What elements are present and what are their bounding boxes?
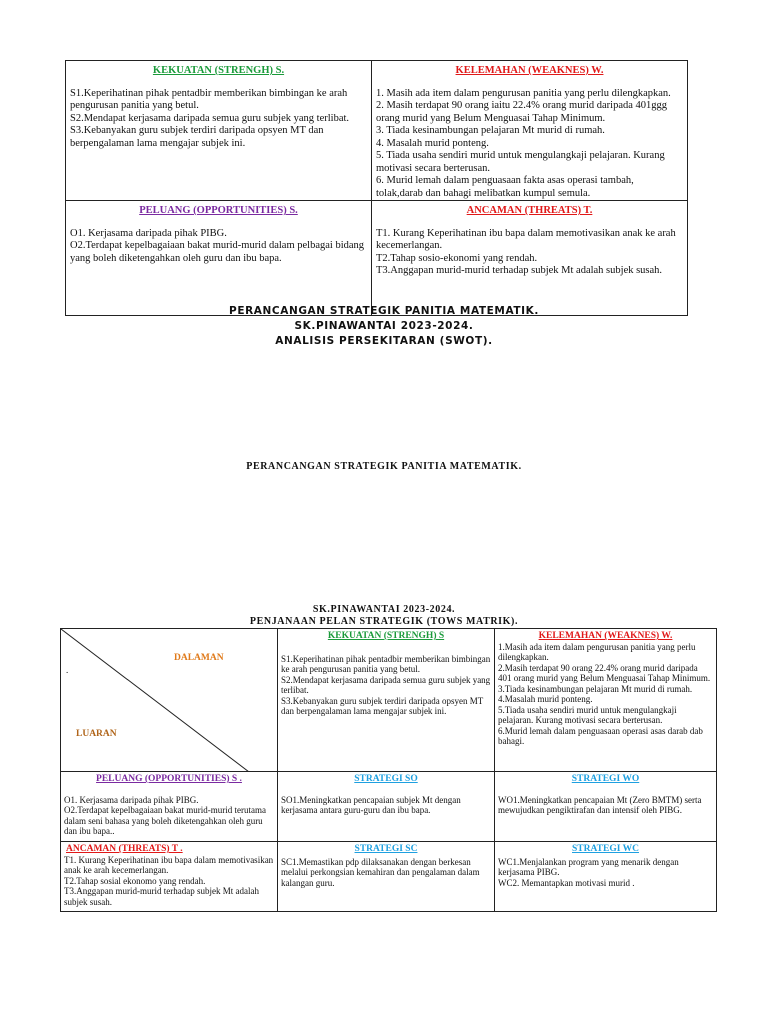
- tows-strength-item: S1.Keperihatinan pihak pentadbir memberikan bimbingan ke arah pengurusan panitia yang betul.: [281, 653, 491, 674]
- swot-threat-item: T2.Tahap sosio-ekonomi yang rendah.: [376, 252, 538, 264]
- luaran-label: LUARAN: [76, 729, 117, 739]
- page-title: PERANCANGAN STRATEGIK PANITIA MATEMATIK.: [229, 305, 539, 317]
- strategy-wc-heading: STRATEGI WC: [572, 844, 639, 854]
- tows-weakness-item: 4.Masalah murid ponteng.: [498, 694, 593, 704]
- tows-corner-cell: [61, 629, 278, 772]
- tows-title-block: [0, 604, 768, 628]
- tows-table: [60, 628, 717, 912]
- strategy-wo-item: WO1.Meningkatkan pencapaian Mt (Zero BMTM) serta mewujudkan pengiktirafan dan intensif oleh PIBG.: [498, 794, 702, 815]
- strategy-wo-heading: STRATEGI WO: [571, 774, 640, 784]
- swot-weakness-item: 2. Masih terdapat 90 orang iaitu 22.4% orang murid daripada 401ggg orang murid yang Belum Menguasai Tahap Minimum.: [376, 100, 668, 124]
- tows-weakness-item: 5.Tiada usaha sendiri murid untuk mengulangkaji pelajaran. Kurang motivasi secara berterusan.: [498, 704, 677, 725]
- swot-weakness-item: 4. Masalah murid ponteng.: [376, 137, 489, 149]
- swot-threat-cell: [372, 201, 688, 316]
- swot-opportunity-heading: PELUANG (OPPORTUNITIES) S.: [139, 205, 298, 216]
- tows-opportunity-cell: [61, 772, 278, 842]
- tows-weakness-item: 3.Tiada kesinambungan pelajaran Mt murid di rumah.: [498, 683, 693, 694]
- school-year-title: SK.PINAWANTAI 2023-2024.: [294, 320, 474, 332]
- diagonal-divider: [61, 629, 278, 772]
- tows-wc-cell: [495, 842, 717, 912]
- tows-strength-item: S2.Mendapat kerjasama daripada semua guru subjek yang terlibat.: [281, 674, 491, 695]
- swot-weakness-item: 3. Tiada kesinambungan pelajaran Mt murid di rumah.: [376, 125, 605, 136]
- tows-opportunity-item: O2.Terdapat kepelbagaiaan bakat murid-murid terutama dalam seni bahasa yang boleh diketengahkan oleh guru dan ibu bapa..: [64, 805, 267, 836]
- swot-threat-heading: ANCAMAN (THREATS) T.: [466, 205, 593, 216]
- tows-weakness-item: 6.Murid lemah dalam penguasaan operasi asas darab dab bahagi.: [498, 725, 703, 746]
- tows-school-year-title: SK.PINAWANTAI 2023-2024.: [312, 604, 456, 615]
- dalaman-label: DALAMAN: [174, 653, 224, 663]
- swot-weakness-item: 1. Masih ada item dalam pengurusan panitia yang perlu dilengkapkan.: [376, 87, 671, 99]
- tows-opportunity-heading: PELUANG (OPPORTUNITIES) S .: [96, 774, 242, 784]
- swot-analysis-title: ANALISIS PERSEKITARAN (SWOT).: [275, 335, 493, 347]
- tows-sc-cell: [278, 842, 495, 912]
- middle-title: PERANCANGAN STRATEGIK PANITIA MATEMATIK.: [246, 461, 522, 472]
- strategy-sc-item: SC1.Memastikan pdp dilaksanakan dengan berkesan melalui perkongsian kemahiran dan pengalaman dalam kalangan guru.: [281, 856, 480, 888]
- strategy-sc-heading: STRATEGI SC: [354, 844, 418, 854]
- swot-opportunity-item: O2.Terdapat kepelbagaiaan bakat murid-murid dalam pelbagai bidang yang boleh diketengahkan oleh guru dan ibu bapa.: [70, 240, 365, 264]
- swot-strength-item: S2.Mendapat kerjasama daripada semua guru subjek yang terlibat.: [70, 112, 350, 124]
- tows-wo-cell: [495, 772, 717, 842]
- tows-strength-item: S3.Kebanyakan guru subjek terdiri daripada opsyen MT dan berpengalaman lama mengajar subjek ini.: [281, 695, 484, 716]
- tows-opportunity-item: O1. Kerjasama daripada pihak PIBG.: [64, 794, 199, 805]
- tows-weakness-item: 2.Masih terdapat 90 orang 22.4% orang murid daripada 401 orang murid yang Belum Menguasai Tahap Minimum.: [498, 662, 711, 683]
- swot-weakness-cell: [372, 61, 688, 201]
- tows-threat-heading: ANCAMAN (THREATS) T .: [66, 844, 183, 854]
- swot-strength-cell: [66, 61, 372, 201]
- tows-threat-item: T2.Tahap sosial ekonomo yang rendah.: [64, 875, 206, 886]
- swot-threat-item: T1. Kurang Keperihatinan ibu bapa dalam memotivasikan anak ke arah kecemerlangan.: [376, 227, 676, 251]
- swot-weakness-item: 6. Murid lemah dalam penguasaan fakta asas operasi tambah, tolak,darab dan bahagi melibatkan kumpul semula.: [376, 175, 634, 199]
- swot-opportunity-cell: [66, 201, 372, 316]
- corner-dot: .: [66, 665, 69, 675]
- tows-matrix-title: PENJANAAN PELAN STRATEGIK (TOWS MATRIK).: [249, 616, 519, 627]
- swot-strength-item: S1.Keperihatinan pihak pentadbir memberikan bimbingan ke arah pengurusan panitia yang betul.: [70, 87, 348, 111]
- tows-threat-item: T1. Kurang Keperihatinan ibu bapa dalam memotivasikan anak ke arah kecemerlangan.: [64, 854, 274, 875]
- swot-strength-item: S3.Kebanyakan guru subjek terdiri daripada opsyen MT dan berpengalaman lama mengajar subjek ini.: [70, 125, 324, 149]
- strategy-so-heading: STRATEGI SO: [354, 774, 418, 784]
- swot-strength-heading: KEKUATAN (STRENGH) S.: [152, 65, 285, 76]
- tows-weakness-cell: [495, 629, 717, 772]
- page-title-block: [0, 304, 768, 349]
- tows-strength-cell: [278, 629, 495, 772]
- swot-weakness-heading: KELEMAHAN (WEAKNES) W.: [455, 65, 604, 76]
- tows-strength-heading: KEKUATAN (STRENGH) S: [327, 631, 445, 641]
- strategy-so-item: SO1.Meningkatkan pencapaian subjek Mt dengan kerjasama antara guru-guru dan ibu bapa.: [281, 794, 461, 815]
- strategy-wc-item: WC1.Menjalankan program yang menarik dengan kerjasama PIBG.: [498, 856, 679, 877]
- tows-weakness-heading: KELEMAHAN (WEAKNES) W.: [538, 631, 673, 641]
- swot-threat-item: T3.Anggapan murid-murid terhadap subjek Mt adalah subjek susah.: [376, 265, 663, 276]
- tows-threat-cell: [61, 842, 278, 912]
- swot-table: [65, 60, 688, 316]
- tows-so-cell: [278, 772, 495, 842]
- tows-threat-item: T3.Anggapan murid-murid terhadap subjek Mt adalah subjek susah.: [64, 886, 259, 907]
- swot-weakness-item: 5. Tiada usaha sendiri murid untuk mengulangkaji pelajaran. Kurang motivasi secara berterusan.: [376, 150, 665, 174]
- tows-weakness-item: 1.Masih ada item dalam pengurusan panitia yang perlu dilengkapkan.: [498, 641, 696, 662]
- swot-opportunity-item: O1. Kerjasama daripada pihak PIBG.: [70, 227, 227, 239]
- strategy-wc-item: WC2. Memantapkan motivasi murid .: [498, 877, 635, 888]
